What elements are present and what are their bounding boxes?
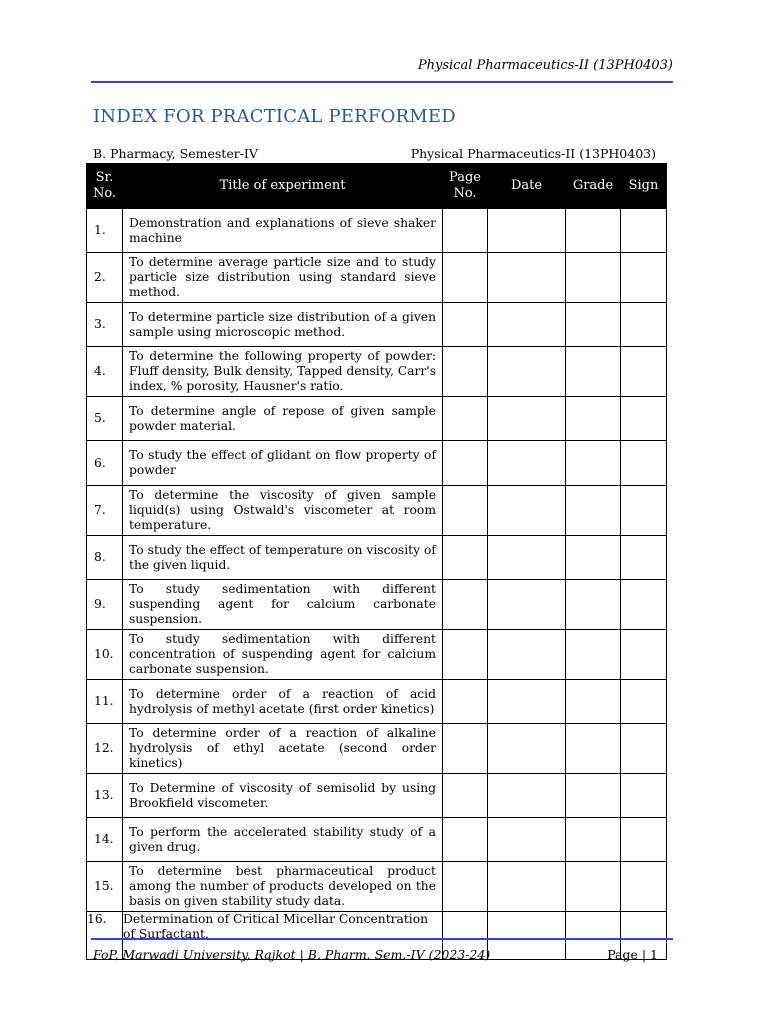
cell-sr-no: 12. [87, 724, 123, 774]
running-header: Physical Pharmaceutics-II (13PH0403) [417, 58, 673, 73]
table-row [87, 253, 667, 303]
footer-institution: FoP, Marwadi University, Rajkot | B. Pharm. Sem.-IV (2023-24) [93, 947, 491, 962]
page-title: INDEX FOR PRACTICAL PERFORMED [93, 106, 456, 127]
cell-grade [566, 536, 621, 580]
cell-page-no [443, 724, 488, 774]
page-number: Page | 1 [607, 947, 658, 962]
cell-sign [621, 397, 667, 441]
table-row [87, 680, 667, 724]
cell-sr-no: 7. [87, 486, 123, 536]
footer-rule [91, 938, 673, 940]
cell-experiment-title: To determine best pharmaceutical product among the number of products developed on the basis on given stability study data. [123, 862, 443, 912]
cell-page-no [443, 441, 488, 486]
cell-date [488, 630, 566, 680]
cell-grade [566, 347, 621, 397]
cell-date [488, 724, 566, 774]
cell-grade [566, 818, 621, 862]
col-header-sign: Sign [621, 164, 667, 209]
cell-sign [621, 209, 667, 253]
cell-grade [566, 209, 621, 253]
cell-sign [621, 862, 667, 912]
cell-date [488, 912, 566, 960]
cell-grade [566, 724, 621, 774]
practical-index-table [86, 163, 667, 960]
cell-experiment-title: To determine order of a reaction of alkaline hydrolysis of ethyl acetate (second order kinetics) [123, 724, 443, 774]
cell-sr-no: 11. [87, 680, 123, 724]
course-label: Physical Pharmaceutics-II (13PH0403) [410, 146, 656, 161]
cell-experiment-title: To determine average particle size and to study particle size distribution using standard sieve method. [123, 253, 443, 303]
cell-experiment-title: To study the effect of glidant on flow property of powder [123, 441, 443, 486]
cell-sign [621, 774, 667, 818]
cell-sr-no: 1. [87, 209, 123, 253]
cell-experiment-title: To determine particle size distribution of a given sample using microscopic method. [123, 303, 443, 347]
cell-grade [566, 441, 621, 486]
cell-sr-no: 4. [87, 347, 123, 397]
cell-date [488, 347, 566, 397]
cell-date [488, 818, 566, 862]
cell-date [488, 253, 566, 303]
cell-sr-no: 16. [87, 912, 123, 960]
table-row [87, 486, 667, 536]
cell-experiment-title: Determination of Critical Micellar Concentration of Surfactant. [123, 912, 443, 960]
cell-sr-no: 8. [87, 536, 123, 580]
cell-sign [621, 818, 667, 862]
header-rule [91, 81, 673, 83]
cell-page-no [443, 253, 488, 303]
cell-sign [621, 680, 667, 724]
table-row [87, 441, 667, 486]
cell-page-no [443, 774, 488, 818]
table-row [87, 724, 667, 774]
cell-grade [566, 397, 621, 441]
table-row [87, 347, 667, 397]
cell-page-no [443, 397, 488, 441]
cell-experiment-title: To study sedimentation with different suspending agent for calcium carbonate suspension. [123, 580, 443, 630]
table-row [87, 630, 667, 680]
table-header-row [87, 164, 667, 209]
cell-experiment-title: To determine angle of repose of given sample powder material. [123, 397, 443, 441]
cell-sr-no: 14. [87, 818, 123, 862]
table-row [87, 536, 667, 580]
cell-sr-no: 2. [87, 253, 123, 303]
table-row [87, 397, 667, 441]
cell-grade [566, 680, 621, 724]
cell-experiment-title: To study the effect of temperature on viscosity of the given liquid. [123, 536, 443, 580]
cell-date [488, 441, 566, 486]
cell-sign [621, 486, 667, 536]
cell-date [488, 536, 566, 580]
cell-sign [621, 536, 667, 580]
cell-page-no [443, 209, 488, 253]
cell-page-no [443, 630, 488, 680]
cell-sr-no: 6. [87, 441, 123, 486]
cell-sign [621, 580, 667, 630]
cell-sign [621, 253, 667, 303]
cell-date [488, 303, 566, 347]
cell-date [488, 209, 566, 253]
table-row [87, 774, 667, 818]
cell-date [488, 486, 566, 536]
cell-page-no [443, 486, 488, 536]
cell-date [488, 580, 566, 630]
table-row [87, 818, 667, 862]
table-row [87, 862, 667, 912]
cell-page-no [443, 862, 488, 912]
cell-sr-no: 13. [87, 774, 123, 818]
cell-page-no [443, 536, 488, 580]
cell-sign [621, 441, 667, 486]
cell-grade [566, 580, 621, 630]
cell-page-no [443, 580, 488, 630]
cell-date [488, 862, 566, 912]
cell-sr-no: 15. [87, 862, 123, 912]
cell-sign [621, 630, 667, 680]
cell-page-no [443, 303, 488, 347]
col-header-page: Page No. [443, 164, 488, 209]
cell-grade [566, 774, 621, 818]
table-row [87, 580, 667, 630]
cell-date [488, 774, 566, 818]
cell-page-no [443, 818, 488, 862]
table-row [87, 303, 667, 347]
cell-experiment-title: To perform the accelerated stability study of a given drug. [123, 818, 443, 862]
cell-grade [566, 486, 621, 536]
cell-sr-no: 10. [87, 630, 123, 680]
cell-grade [566, 630, 621, 680]
cell-grade [566, 253, 621, 303]
cell-experiment-title: Demonstration and explanations of sieve shaker machine [123, 209, 443, 253]
cell-grade [566, 862, 621, 912]
col-header-date: Date [488, 164, 566, 209]
col-header-title: Title of experiment [123, 164, 443, 209]
cell-experiment-title: To study sedimentation with different concentration of suspending agent for calcium carbonate suspension. [123, 630, 443, 680]
col-header-sr: Sr. No. [87, 164, 123, 209]
cell-experiment-title: To determine the viscosity of given sample liquid(s) using Ostwald's viscometer at room temperature. [123, 486, 443, 536]
col-header-grade: Grade [566, 164, 621, 209]
table-row [87, 209, 667, 253]
cell-sign [621, 724, 667, 774]
cell-experiment-title: To Determine of viscosity of semisolid by using Brookfield viscometer. [123, 774, 443, 818]
cell-experiment-title: To determine the following property of powder: Fluff density, Bulk density, Tapped density, Carr's index, % porosity, Hausner's ratio. [123, 347, 443, 397]
cell-sr-no: 9. [87, 580, 123, 630]
cell-date [488, 397, 566, 441]
cell-grade [566, 303, 621, 347]
cell-sr-no: 3. [87, 303, 123, 347]
program-label: B. Pharmacy, Semester-IV [93, 146, 258, 161]
cell-sign [621, 303, 667, 347]
cell-page-no [443, 680, 488, 724]
cell-sign [621, 347, 667, 397]
cell-experiment-title: To determine order of a reaction of acid hydrolysis of methyl acetate (first order kinetics) [123, 680, 443, 724]
cell-date [488, 680, 566, 724]
cell-sr-no: 5. [87, 397, 123, 441]
cell-page-no [443, 347, 488, 397]
